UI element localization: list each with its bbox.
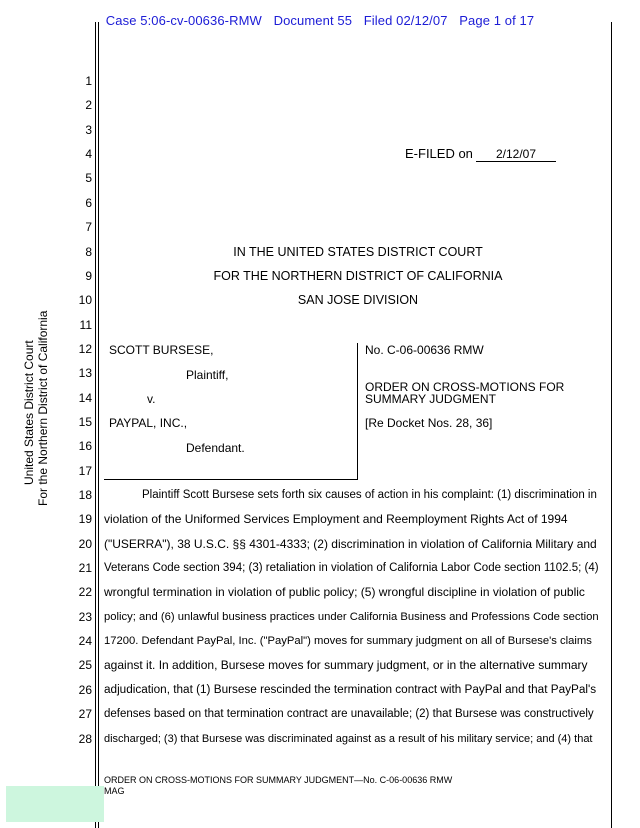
caption-defendant: PAYPAL, INC., xyxy=(109,416,188,430)
body-line: Plaintiff Scott Bursese sets forth six causes of action in his complaint: (1) discrimination in xyxy=(142,489,597,501)
footer-title: ORDER ON CROSS-MOTIONS FOR SUMMARY JUDGMENT—No. C-06-00636 RMW xyxy=(104,775,453,785)
body-line: Veterans Code section 394; (3) retaliation in violation of California Labor Code section 1102.5; (4) xyxy=(104,562,599,574)
side-district-label: For the Northern District of California xyxy=(36,310,50,506)
line-number: 21 xyxy=(78,561,92,575)
body-line: adjudication, that (1) Bursese rescinded the termination contract with PayPal and that PayPal's xyxy=(104,682,597,696)
body-line: wrongful termination in violation of public policy; (5) wrongful discipline in violation of public xyxy=(104,585,585,600)
line-number: 3 xyxy=(85,122,92,137)
left-rule-inner xyxy=(98,22,99,828)
court-title-line3: SAN JOSE DIVISION xyxy=(297,293,419,307)
header-document: Document 55 xyxy=(273,13,353,28)
header-case-number: Case 5:06-cv-00636-RMW xyxy=(105,13,262,28)
line-number: 28 xyxy=(78,731,92,746)
highlight-box xyxy=(6,786,104,822)
efiled-date: 2/12/07 xyxy=(476,147,556,162)
line-number: 16 xyxy=(78,439,92,454)
caption-underline xyxy=(104,479,358,480)
body-line: violation of the Uniformed Services Employment and Reemployment Rights Act of 1994 xyxy=(104,512,568,527)
body-line: 17200. Defendant PayPal, Inc. ("PayPal") moves for summary judgment on all of Bursese's claims xyxy=(104,635,592,648)
body-line: against it. In addition, Bursese moves for summary judgment, or in the alternative summary xyxy=(104,658,588,673)
caption-divider xyxy=(357,343,358,480)
line-number: 14 xyxy=(78,390,92,405)
line-number: 5 xyxy=(85,171,92,186)
court-title-line1: IN THE UNITED STATES DISTRICT COURT xyxy=(233,245,483,259)
line-number: 7 xyxy=(85,220,92,235)
line-number: 26 xyxy=(78,682,92,697)
caption-versus: v. xyxy=(147,392,156,406)
line-number: 10 xyxy=(78,293,92,308)
left-rule-outer xyxy=(95,22,96,828)
line-number: 1 xyxy=(85,74,92,88)
header-page: Page 1 of 17 xyxy=(459,13,535,28)
caption-title-line2: SUMMARY JUDGMENT xyxy=(365,392,496,406)
line-number: 25 xyxy=(78,658,92,673)
line-number: 22 xyxy=(78,585,92,600)
body-line: defenses based on that termination contract are unavailable; (2) that Bursese was constructively xyxy=(104,708,594,721)
caption-title-line1: ORDER ON CROSS-MOTIONS FOR xyxy=(365,380,565,394)
line-number: 17 xyxy=(78,463,92,478)
page-footer xyxy=(104,775,452,797)
line-number: 2 xyxy=(85,98,92,113)
court-title-line2: FOR THE NORTHERN DISTRICT OF CALIFORNIA xyxy=(213,269,503,283)
efiled-label: E-FILED on xyxy=(405,146,473,161)
line-number: 20 xyxy=(78,536,92,551)
line-number: 23 xyxy=(78,609,92,624)
filing-header xyxy=(0,13,640,28)
caption-case-number: No. C-06-00636 RMW xyxy=(365,343,484,357)
line-number: 18 xyxy=(78,488,92,502)
line-number: 13 xyxy=(78,366,92,381)
body-line: policy; and (6) unlawful business practices under California Business and Professions Code section xyxy=(104,610,599,623)
side-court-label: United States District Court xyxy=(22,340,36,485)
line-number: 19 xyxy=(78,512,92,527)
footer-initials: MAG xyxy=(104,786,125,796)
line-number: 11 xyxy=(79,317,92,332)
caption-defendant-role: Defendant. xyxy=(186,441,245,455)
caption-plaintiff-role: Plaintiff, xyxy=(186,368,229,382)
line-number: 27 xyxy=(78,707,92,722)
line-number: 12 xyxy=(78,341,92,356)
header-filed: Filed 02/12/07 xyxy=(363,13,448,28)
body-line: discharged; (3) that Bursese was discriminated against as a result of his military service; and (4) that xyxy=(104,732,593,745)
body-line: ("USERRA"), 38 U.S.C. §§ 4301-4333; (2) discrimination in violation of California Military and xyxy=(104,536,597,551)
line-number: 8 xyxy=(85,244,92,259)
right-rule xyxy=(611,22,612,828)
line-number: 9 xyxy=(85,268,92,283)
line-number: 15 xyxy=(78,414,92,429)
line-number: 24 xyxy=(78,634,92,649)
line-number: 4 xyxy=(85,147,92,162)
caption-plaintiff: SCOTT BURSESE, xyxy=(109,343,214,357)
caption-docket: [Re Docket Nos. 28, 36] xyxy=(365,416,493,430)
line-number: 6 xyxy=(85,195,92,210)
